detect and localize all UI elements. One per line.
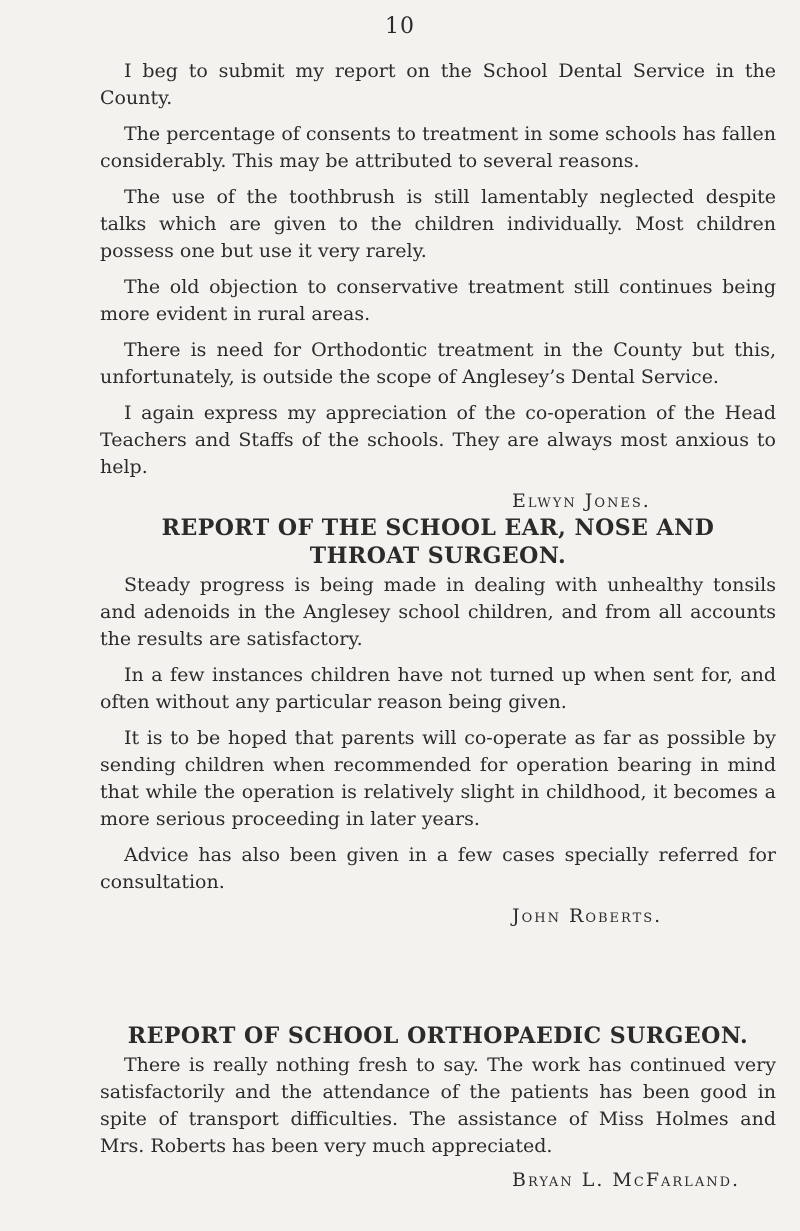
dental-report-section	[100, 58, 776, 512]
ent-signature: John Roberts.	[512, 905, 663, 927]
dental-paragraph-5: There is need for Orthodontic treatment in the County but this, unfortunately, is outside the scope of Anglesey’s Dental Service.	[100, 339, 776, 388]
ortho-heading: REPORT OF SCHOOL ORTHOPAEDIC SURGEON.	[127, 1023, 749, 1049]
ent-report-section	[100, 514, 776, 927]
ent-paragraph-3: It is to be hoped that parents will co-operate as far as possible by sending children when recommended for operation bearing in mind that while the operation is relatively slight in childhood, it becomes a more serious proceeding in later years.	[100, 727, 776, 830]
ortho-paragraph-1: There is really nothing fresh to say. The work has continued very satisfactorily and the attendance of the patients has been good in spite of transport difficulties. The assistance of Miss Holmes and Mrs. Roberts has been very much appreciated.	[100, 1054, 776, 1157]
dental-paragraph-2: The percentage of consents to treatment in some schools has fallen considerably. This may be attributed to several reasons.	[100, 123, 776, 172]
dental-signature: Elwyn Jones.	[512, 490, 651, 512]
ent-paragraph-4: Advice has also been given in a few cases specially referred for consultation.	[100, 844, 776, 893]
ortho-signature: Bryan L. McFarland.	[512, 1169, 741, 1191]
dental-paragraph-1: I beg to submit my report on the School Dental Service in the County.	[100, 60, 776, 109]
ent-paragraph-1: Steady progress is being made in dealing with unhealthy tonsils and adenoids in the Anglesey school children, and from all accounts the results are satisfactory.	[100, 574, 776, 650]
ortho-report-section	[100, 1022, 776, 1191]
ent-paragraph-2: In a few instances children have not turned up when sent for, and often without any particular reason being given.	[100, 664, 776, 713]
dental-paragraph-4: The old objection to conservative treatment still continues being more evident in rural areas.	[100, 276, 776, 325]
page-number: 10	[385, 14, 415, 39]
ent-heading: REPORT OF THE SCHOOL EAR, NOSE AND THROAT SURGEON.	[161, 515, 715, 569]
dental-paragraph-6: I again express my appreciation of the co-operation of the Head Teachers and Staffs of the schools. They are always most anxious to help.	[100, 402, 776, 478]
dental-paragraph-3: The use of the toothbrush is still lamentably neglected despite talks which are given to the children individually. Most children possess one but use it very rarely.	[100, 186, 776, 262]
